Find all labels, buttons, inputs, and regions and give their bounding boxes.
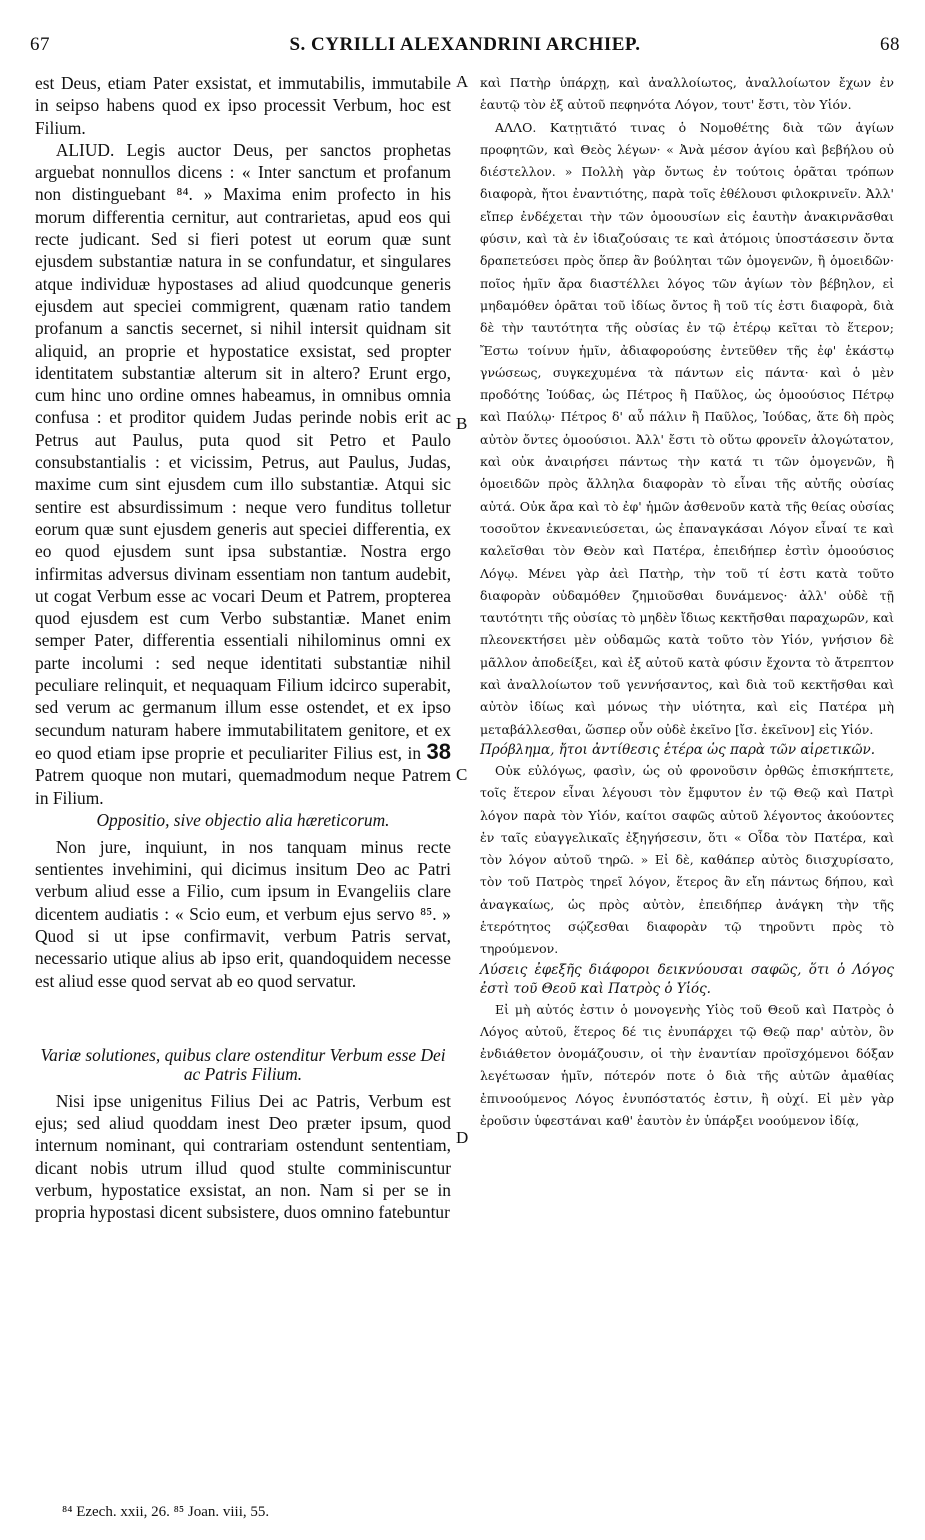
latin-text: in [407, 742, 422, 763]
page-number-left: 67 [30, 34, 50, 55]
margin-letter-c: C [456, 765, 468, 784]
greek-paragraph: καὶ Πατὴρ ὑπάρχῃ, καὶ ἀναλλοίωτος, ἀναλλοίωτον ἔχων ἐν ἑαυτῷ τὸν ἐξ αὐτοῦ πεφηνότα Λόγον, τουτ' ἔστι, τὸν Υἱόν. [480, 75, 894, 113]
page-header [30, 34, 900, 58]
greek-paragraph: ΑΛΛΟ. Κατῃτιᾶτό τινας ὁ Νομοθέτης διὰ τῶν ἁγίων προφητῶν, καὶ Θεὸς λέγων· « Ἀνὰ μέσον ἁγίου καὶ βεβήλου οὐ διέστελλον. » Πολλὴ γὰρ ὄντως ἐν τούτοις ὁρᾶται τρόπων διαφορὰ, ἤτοι ἐναντιότης, παρὰ τοῖς ἐθέλουσι φιλοκρινεῖν. Ἀλλ' εἴπερ ἐνδέχεται τὴν τῶν ὁμοουσίων εἰς ἑαυτὴν ἀνακιρνᾶσθαι φύσιν, καὶ τὰ ἐν ἰδιαζούσαις τε καὶ ἀτόμοις ὑποστάσεσιν ὄντα δραπετεύσει πρὸς ὅπερ ἂν βούληται τῶν ὁμογενῶν, ἢ ὁμοειδῶν· ποῖος ἡμῖν ἄρα διαστέλλει λόγος τῶν ἁγίων τὸν βέβηλον, εἰ μηδαμόθεν ὁρᾶται τοῦ ἰδίως ὄντος ἢ τοῦ τίς ἐστι διαφορὰ, διὰ δὲ τὴν ταυτότητα τῆς οὐσίας ἐν τῷ ἑτέρῳ κεῖται τὸ ἕτερον; Ἔστω τοίνυν ἡμῖν, ἀδιαφορούσης ἐντεῦθεν τῆς ἐφ' ἑκάστῳ γνώσεως, συγκεχυμένα τὰ πάντων εἰς πάντα· καὶ ὁ μὲν προδότης Ἰούδας, ὡς Πέτρος ἢ Παῦλος, ὡς ὁμοούσιος Πέτρῳ καὶ Παύλῳ· Πέτρος δ' αὖ πάλιν ἢ Παῦλος, Ἰούδας, ἅτε δὴ πρὸς αὐτὸν ὄντες ὁμοούσιοι. Ἀλλ' ἔστι τὸ οὕτω φρονεῖν ἀλογώτατον, καὶ οὐκ ἀναιρήσει πάντως τὴν κατά τι τῶν ὁμογενῶν, ἢ ὁμοειδῶν πρὸς ἄλληλα διαφορὰν τὸ εἶναι τῆς αὐτῆς οὐσίας αὐτά. Οὐκ ἄρα καὶ τὸ ἐφ' ἡμῶν ἀσθενοῦν κατὰ τῆς θείας οὐσίας τοσοῦτον ἐκνεανιεύσεται, ὡς ἐπαναγκάσαι Λόγον εἶναί τε καὶ καλεῖσθαι τὸν Θεὸν καὶ Πατέρα, ἐπειδήπερ ἐστὶν ὁμοούσιος Λόγῳ. Μένει γὰρ ἀεὶ Πατὴρ, τὴν τοῦ τί ἐστι κατὰ τοῦτο διαφορὰν οὐδαμόθεν ζημιοῦσθαι δυνάμενος· ἀλλ' οὐδὲ τῇ ταυτότητι τῆς οὐσίας τὸ μηδὲν ἴδιως κεκτῆσθαι παραχωρῶν, καὶ πλεονεκτήσει μὲν οὐδαμῶς κατὰ τοῦτο τὸν Υἱόν, γνήσιον δὲ μᾶλλον ἀποδείξει, καὶ ἐξ αὐτοῦ κατὰ φύσιν ἔχοντα τὸ ἄτρεπτον καὶ ἀναλλοίωτον τοῦ γεννήσαντος, καὶ διὰ τοῦ κεκτῆσθαι καὶ αὐτὸν ἰδίως καὶ μόνως τὴν υἱότητα, καὶ εἰς Πατέρα μὴ μεταβάλλεσθαι, ὥσπερ οὖν οὐδὲ ἐκεῖνο [ἴσ. ἐκεῖνον] εἰς Υἱόν. [480, 119, 894, 737]
section-heading: Variæ solutiones, quibus clare ostenditur Verbum esse Dei ac Patris Filium. [40, 1044, 446, 1084]
running-title: S. CYRILLI ALEXANDRINI ARCHIEP. [289, 34, 641, 55]
greek-column [480, 72, 894, 1132]
section-heading: Πρόβλημα, ἤτοι ἀντίθεσις ἑτέρα ὡς παρὰ τῶν αἱρετικῶν. [480, 741, 876, 758]
latin-column [35, 72, 451, 1224]
section-gap [35, 992, 451, 1044]
margin-letter-a: A [456, 72, 469, 91]
section-heading: Λύσεις ἐφεξῆς διάφοροι δεικνύουσαι σαφῶς, ὅτι ὁ Λόγος ἐστὶ τοῦ Θεοῦ καὶ Πατρὸς ὁ Υἱός. [480, 961, 894, 997]
latin-paragraph [35, 139, 451, 809]
latin-paragraph: Non jure, inquiunt, in nos tanquam minus recte sentientes invehimini, qui dicimus insitum Deo ac Patri verbum aliud esse a Filio, cum ipsum in Evangeliis clare dicentem audiatis : « Scio eum, et verbum ejus servo ⁸⁵. » Quod si ut ipse confirmavit, verbum Patris servat, necessario utique alius ab ipso erit, quandoquidem necesse est aliud esse quod servat ab eo quod servatur. [35, 836, 451, 991]
margin-letter-b: B [456, 414, 468, 433]
latin-text: Patrem quoque non mutari, quemadmodum neque Patrem in Filium. [35, 765, 451, 808]
latin-paragraph: Nisi ipse unigenitus Filius Dei ac Patris, Verbum est ejus; sed aliud quoddam inest Deo præter ipsum, quod internum nominant, qui contrariam ostendunt sententiam, dicant nobis utrum illud quod stulte comminiscuntur verbum, hypostatice exsistat, an non. Nam si per se in propria hypostasi dicent subsistere, duos omnino fatebuntur [35, 1090, 451, 1223]
greek-paragraph: Οὐκ εὐλόγως, φασὶν, ὡς οὐ φρονοῦσιν ὀρθῶς ἐπισκήπτετε, τοῖς ἕτερον εἶναι λέγουσι τὸν ἔμφυτον ἐν τῷ Θεῷ καὶ Πατρὶ λόγον παρὰ τὸν Υἱόν, καίτοι σαφῶς αὐτοῦ λέγοντος ἀκούοντες ἐν ταῖς εὐαγγελικαῖς ἐξηγήσεσιν, ὅτι « Οἶδα τὸν Πατέρα, καὶ τὸν λόγον αὐτοῦ τηρῶ. » Εἰ δὲ, καθάπερ αὐτὸς διισχυρίσατο, τὸν τοῦ Πατρὸς τηρεῖ λόγον, ἕτερος ἂν εἴη πάντως δήπου, καὶ ἀναγκαίως, ὡς πρὸς αὐτὸν, ἐπειδήπερ ἀνάγκη τὴν τῆς ἑτερότητος σῴζεσθαι διαφορὰν τῷ τηροῦντι πρὸς τὸ τηρούμενον. [480, 762, 894, 957]
column-number: 38 [426, 738, 451, 764]
latin-paragraph: est Deus, etiam Pater exsistat, et immutabilis, immutabile in seipso habens quod ex ipso processit Verbum, hoc est Filium. [35, 73, 451, 138]
page-number-right: 68 [880, 34, 900, 55]
greek-paragraph: Εἰ μὴ αὐτός ἐστιν ὁ μονογενὴς Υἱὸς τοῦ Θεοῦ καὶ Πατρὸς ὁ Λόγος αὐτοῦ, ἕτερος δέ τις ἐνυπάρχει τῷ Θεῷ παρ' αὐτὸν, ὃν ἐνδιάθετον ὀνομάζουσιν, οἱ τὴν ἐναντίαν προϊσχόμενοι δόξαν λεγέτωσαν ἡμῖν, πότερόν ποτε ὁ διὰ τῆς αὐτῶν ἀμαθίας ἐπινοούμενος Λόγος ἐνυπόστατός ἐστιν, ἢ οὐχί. Εἰ μὲν γὰρ ἐροῦσιν ὑφεστάναι καθ' ἑαυτὸν ἐν ὑπάρξει νοούμενον ἰδίᾳ, [480, 1001, 894, 1129]
latin-text: ALIUD. Legis auctor Deus, per sanctos prophetas arguebat nonnullos dicens : « Inter sanctum et profanum non distinguebant ⁸⁴. » Maxima enim profecto in his morum differentia cernitur, aut contrarietas, apud eos qui recte judicant. Sed si fieri potest ut eorum quæ sunt ejusdem substantiæ natura in se confundatur, et singulares atque individuæ hypostases ad aliud quodcunque generis ejusdem aut speciei commigrent, quænam ratio tandem profanum a sanctis secernet, si nihil intersit quidnam sit aliquid, an proprie et hypostatice exsistat, sed propter identitatem substantiæ alterum sit in altero? Erunt ergo, cum hinc uno ordine omnes habeamus, in omnibus omnia confusa : et proditor quidem Judas perinde nobis erit ac Petrus aut Paulus, puta quod sit Petro et Paulo consubstantialis : et vicissim, Petrus, aut Paulus, Judas, maxime cum sint ejusdem cum illo substantiæ. Atqui sic sentire est absurdissimum : neque vero funditus tolletur eorum quæ sunt ejusdem generis aut speciei differentia, ex eo quod ejusdem sunt ipsa substantiæ. Nostra ergo infirmitas adversus divinam essentiam non tantum audebit, ut cogat Verbum esse ac vocari Deum et Patrem, propterea quod ejusdem est cum Verbo substantiæ. Manet enim semper Pater, differentia essentiali nihilominus omni ex parte incolumi : sed neque identitati substantiæ nihil peculiare relinquit, et nequaquam Filium idcirco superabit, sed verum ac germanum illum esse ostendet, et ex ipso secundum naturam habere immutabilitatem genitore, et ex eo quod etiam ipse proprie et peculiariter Filius est, [35, 139, 451, 763]
footnotes: ⁸⁴ Ezech. xxii, 26. ⁸⁵ Joan. viii, 55. [62, 1504, 270, 1520]
margin-letter-d: D [456, 1128, 469, 1147]
section-heading: Oppositio, sive objectio alia hæreticorum. [96, 809, 390, 830]
